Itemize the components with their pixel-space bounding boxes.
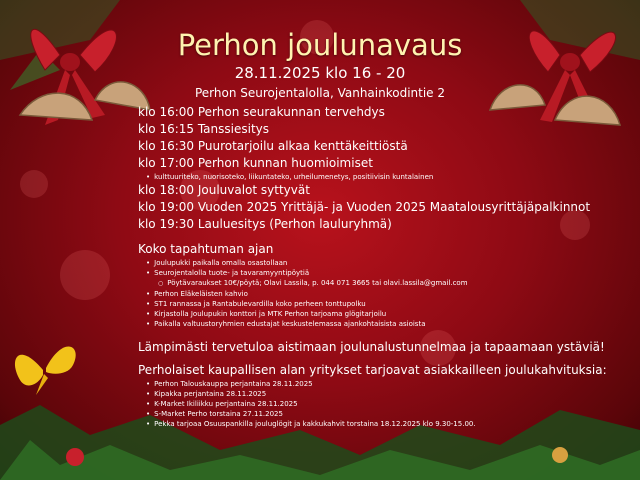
all-day-subitem: ○ Pöytävaraukset 10€/pöytä; Olavi Lassila, p. 044 071 3665 tai olavi.lassila@gmail.com — [138, 278, 628, 289]
schedule-item: klo 19:00 Vuoden 2025 Yrittäjä- ja Vuoden 2025 Maatalousyrittäjäpalkinnot — [138, 200, 591, 214]
merchant-item: • Pekka tarjoaa Osuuspankilla jouluglögit ja kakkukahvit torstaina 18.12.2025 klo 9.30-15.00. — [138, 419, 628, 429]
page-title: Perhon joulunavaus — [177, 28, 463, 62]
schedule-item: klo 17:00 Perhon kunnan huomioimiset — [138, 156, 373, 170]
event-location: Perhon Seurojentalolla, Vanhainkodintie 2 — [194, 86, 446, 100]
butterfly-icon — [8, 330, 83, 400]
all-day-item: • Seurojentalolla tuote- ja tavaramyyntipöytiä — [138, 268, 628, 278]
merchant-item: • Kipakka perjantaina 28.11.2025 — [138, 389, 628, 399]
honoree-categories: • kulttuuriteko, nuorisoteko, liikuntateko, urheilumenetys, positiivisin kuntalainen — [138, 172, 628, 182]
bokeh-light — [20, 170, 48, 198]
all-day-item: • Perhon Eläkeläisten kahvio — [138, 289, 628, 299]
schedule-item: klo 16:15 Tanssiesitys — [138, 122, 270, 136]
merchant-item: • S-Market Perho torstaina 27.11.2025 — [138, 409, 628, 419]
schedule-item: klo 19:30 Lauluesitys (Perhon lauluryhmä) — [138, 217, 392, 231]
event-date: 28.11.2025 klo 16 - 20 — [234, 64, 406, 82]
merchant-item: • Perhon Talouskauppa perjantaina 28.11.2025 — [138, 379, 628, 389]
schedule-item: klo 18:00 Jouluvalot syttyvät — [138, 183, 310, 197]
all-day-item: • Paikalla valtuustoryhmien edustajat keskustelemassa ajankohtaisista asioista — [138, 319, 628, 329]
all-day-item: • Joulupukki paikalla omalla osastollaan — [138, 258, 628, 268]
program-content — [138, 104, 628, 429]
all-day-item: • Kirjastolla Joulupukin konttori ja MTK Perhon tarjoama glögitarjoilu — [138, 309, 628, 319]
schedule-item: klo 16:30 Puurotarjoilu alkaa kenttäkeittiöstä — [138, 139, 408, 153]
welcome-text: Lämpimästi tervetuloa aistimaan joulunalustunnelmaa ja tapaamaan ystäviä! — [138, 340, 605, 354]
all-day-heading: Koko tapahtuman ajan — [138, 242, 274, 256]
all-day-item: • ST1 rannassa ja Rantabulevardilla koko perheen tonttupolku — [138, 299, 628, 309]
bokeh-light — [60, 250, 110, 300]
merchant-item: • K-Market Ikiliikku perjantaina 28.11.2025 — [138, 399, 628, 409]
schedule-item: klo 16:00 Perhon seurakunnan tervehdys — [138, 105, 385, 119]
merchants-heading: Perholaiset kaupallisen alan yritykset tarjoavat asiakkailleen joulukahvituksia: — [138, 363, 607, 377]
